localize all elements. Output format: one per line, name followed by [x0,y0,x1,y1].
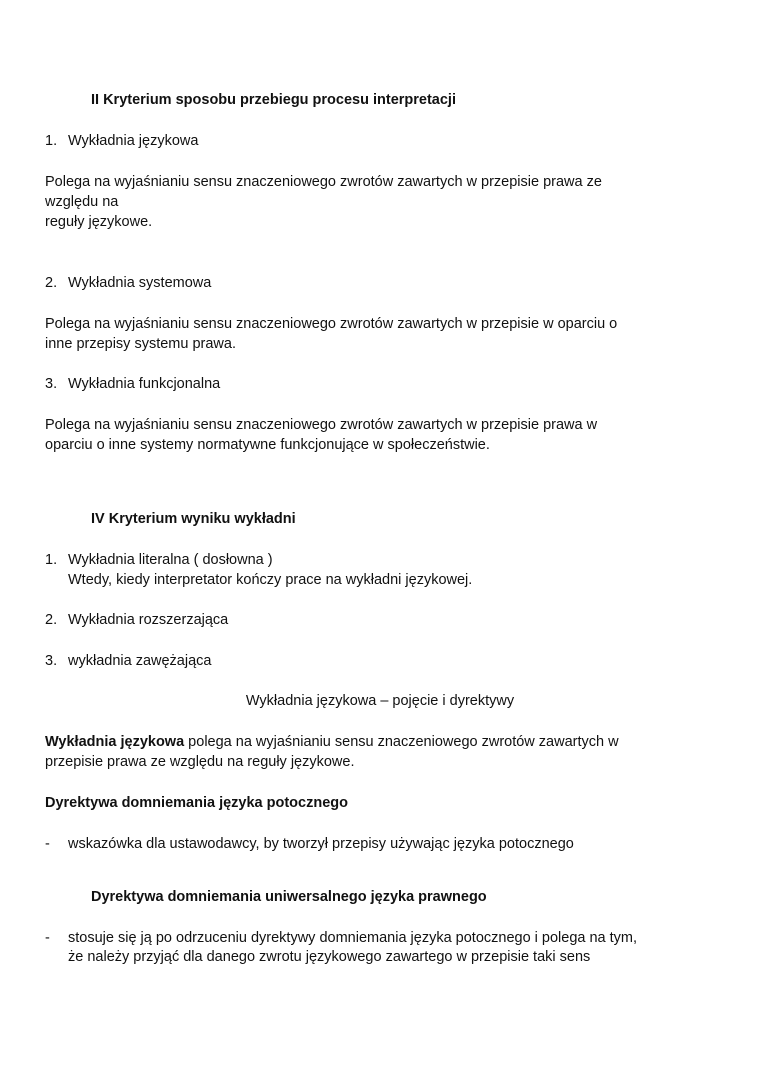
bullet-text: wskazówka dla ustawodawcy, by tworzył przepisy używając języka potocznego [68,836,574,852]
paragraph-line: przepisie prawa ze względu na reguły językowe. [45,754,355,770]
list-item-subtext: Wtedy, kiedy interpretator kończy prace na wykładni językowej. [68,572,473,588]
bullet-item [45,834,574,854]
bullet-item [45,928,637,948]
list-number: 2. [45,612,58,628]
list-item-title: Wykładnia funkcjonalna [68,376,221,392]
list-number: 1. [45,133,58,149]
definition-text: polega na wyjaśnianiu sensu znaczeniowego zwrotów zawartych w [184,734,619,750]
list-number: 3. [45,376,58,392]
list-item [45,550,273,570]
bullet-dash: - [45,930,50,946]
list-item-title: Wykładnia literalna ( dosłowna ) [68,552,273,568]
directive-heading: Dyrektywa domniemania uniwersalnego języka prawnego [91,889,487,905]
paragraph-line: Polega na wyjaśnianiu sensu znaczeniowego zwrotów zawartych w przepisie prawa ze [45,174,602,190]
list-item [45,610,228,630]
section-heading-iv: IV Kryterium wyniku wykładni [91,511,296,527]
paragraph-line: inne przepisy systemu prawa. [45,336,236,352]
centered-title: Wykładnia językowa – pojęcie i dyrektywy [245,693,515,709]
bullet-text-continued: że należy przyjąć dla danego zwrotu językowego zawartego w przepisie taki sens [68,949,591,965]
bullet-dash: - [45,836,50,852]
list-item-title: Wykładnia rozszerzająca [68,612,229,628]
paragraph-line: Polega na wyjaśnianiu sensu znaczeniowego zwrotów zawartych w przepisie prawa w [45,417,598,433]
paragraph-line: względu na [45,194,119,210]
definition-term: Wykładnia językowa [45,734,185,750]
list-number: 1. [45,552,58,568]
definition-paragraph [45,732,619,772]
directive-heading: Dyrektywa domniemania języka potocznego [45,795,348,811]
list-item [45,273,211,293]
list-item [45,374,220,394]
list-item-title: Wykładnia systemowa [68,275,212,291]
list-item-title: wykładnia zawężająca [68,653,212,669]
list-item [45,131,198,151]
bullet-text: stosuje się ją po odrzuceniu dyrektywy domniemania języka potocznego i polega na tym, [68,930,638,946]
list-number: 3. [45,653,58,669]
list-item [45,651,211,671]
paragraph [45,172,602,232]
paragraph-line [45,732,619,752]
list-number: 2. [45,275,58,291]
paragraph [45,415,597,455]
paragraph [45,314,617,354]
section-heading-ii: II Kryterium sposobu przebiegu procesu interpretacji [91,92,456,108]
list-item-title: Wykładnia językowa [68,133,199,149]
paragraph-line: oparciu o inne systemy normatywne funkcjonujące w społeczeństwie. [45,437,490,453]
paragraph-line: reguły językowe. [45,214,153,230]
paragraph-line: Polega na wyjaśnianiu sensu znaczeniowego zwrotów zawartych w przepisie w oparciu o [45,316,618,332]
